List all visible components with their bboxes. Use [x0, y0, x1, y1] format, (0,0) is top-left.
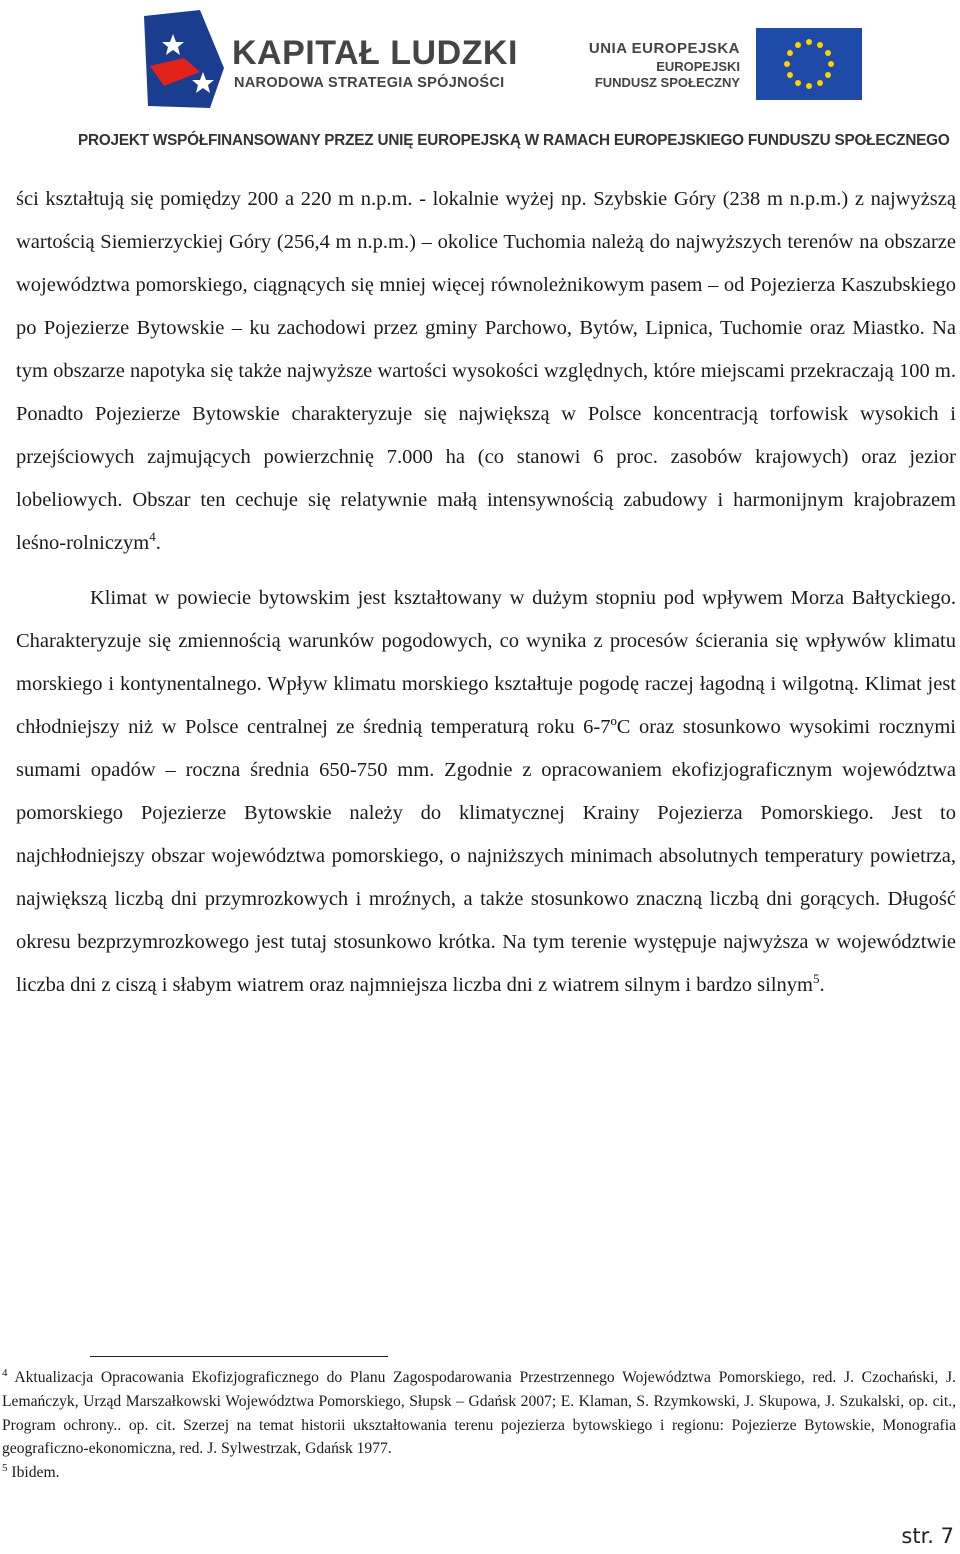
kapital-ludzki-logo-icon	[140, 8, 228, 112]
paragraph-terrain-end: .	[155, 532, 161, 554]
footnote-separator	[90, 1356, 388, 1357]
project-cofinancing-line: PROJEKT WSPÓŁFINANSOWANY PRZEZ UNIĘ EUROPEJSKĄ W RAMACH EUROPEJSKIEGO FUNDUSZU SPOŁECZNEGO	[78, 132, 950, 149]
paragraph-climate-end: .	[819, 974, 825, 996]
document-body	[16, 178, 956, 1007]
footnote-mark: 4	[2, 1366, 8, 1379]
eu-text-block	[589, 40, 740, 91]
footnotes	[2, 1366, 956, 1485]
paragraph-terrain	[16, 178, 956, 565]
footnote-text: Aktualizacja Opracowania Ekofizjograficznego do Planu Zagospodarowania Przestrzennego Województwa Pomorskiego, red. J. Czochański, J. Lemańczyk, Urząd Marszałkowski Województwa Pomorskiego, Słupsk – Gdańsk 2007; E. Klaman, S. Rzymkowski, J. Skupowa, J. Szukalski, op. cit., Program ochrony.. op. cit. Szerzej na temat historii ukształtowania terenu pojezierza bytowskiego i regionu: Pojezierze Bytowskie, Monografia geograficzno-ekonomiczna, red. J. Sylwestrzak, Gdańsk 1977.	[2, 1369, 956, 1458]
paragraph-climate	[16, 577, 956, 1007]
footnote-text: Ibidem.	[7, 1464, 60, 1482]
footnote-mark: 5	[2, 1462, 8, 1474]
logo-title: KAPITAŁ LUDZKI	[232, 34, 518, 72]
paragraph-terrain-text: ści kształtują się pomiędzy 200 a 220 m n.p.m. - lokalnie wyżej np. Szybskie Góry (238 m n.p.m.) z najwyższą wartością Siemierzyckiej Góry (256,4 m n.p.m.) – okolice Tuchomia należą do najwyższych terenów na obszarze województwa pomorskiego, ciągnących się mniej więcej równoleżnikowym pasem – od Pojezierza Kaszubskiego po Pojezierze Bytowskie – ku zachodowi przez gminy Parchowo, Bytów, Lipnica, Tuchomie oraz Miastko. Na tym obszarze napotyka się także najwyższe wartości wysokości względnych, które miejscami przekraczają 100 m. Ponadto Pojezierze Bytowskie charakteryzuje się największą w Polsce koncentracją torfowisk wysokich i przejściowych zajmujących powierzchnię 7.000 ha (co stanowi 6 proc. zasobów krajowych) oraz jezior lobeliowych. Obszar ten cechuje się relatywnie małą intensywnością zabudowy i harmonijnym krajobrazem leśno-rolniczym	[16, 188, 956, 554]
logo-subtitle: NARODOWA STRATEGIA SPÓJNOŚCI	[234, 75, 505, 91]
eu-line3: FUNDUSZ SPOŁECZNY	[594, 75, 740, 90]
eu-line1: UNIA EUROPEJSKA	[588, 40, 740, 57]
footnote-ref-5[interactable]: 5	[812, 971, 820, 987]
page-header	[0, 0, 960, 160]
eu-line2: EUROPEJSKI	[656, 58, 740, 74]
page-number: str. 7	[901, 1524, 954, 1548]
eu-flag-icon	[756, 28, 862, 100]
paragraph-climate-text: Klimat w powiecie bytowskim jest kształtowany w dużym stopniu pod wpływem Morza Bałtyckiego. Charakteryzuje się zmiennością warunków pogodowych, co wynika z procesów ścierania się wpływów klimatu morskiego i kontynentalnego. Wpływ klimatu morskiego kształtuje pogodę raczej łagodną i wilgotną. Klimat jest chłodniejszy niż w Polsce centralnej ze średnią temperaturą roku 6-7ºC oraz stosunkowo wysokimi rocznymi sumami opadów – roczna średnia 650-750 mm. Zgodnie z opracowaniem ekofizjograficznym województwa pomorskiego Pojezierze Bytowskie należy do klimatycznej Krainy Pojezierza Pomorskiego. Jest to najchłodniejszy obszar województwa pomorskiego, o najniższych minimach absolutnych temperatury powietrza, największą liczbą dni przymrozkowych i mroźnych, a także stosunkowo znaczną liczbą dni gorących. Długość okresu bezprzymrozkowego jest tutaj stosunkowo krótka. Na tym terenie występuje najwyższa w województwie liczba dni z ciszą i słabym wiatrem oraz najmniejsza liczba dni z wiatrem silnym i bardzo silnym	[16, 587, 956, 996]
footnote-5	[2, 1461, 956, 1485]
footnote-4	[2, 1366, 956, 1461]
footnote-ref-4[interactable]: 4	[149, 529, 156, 545]
